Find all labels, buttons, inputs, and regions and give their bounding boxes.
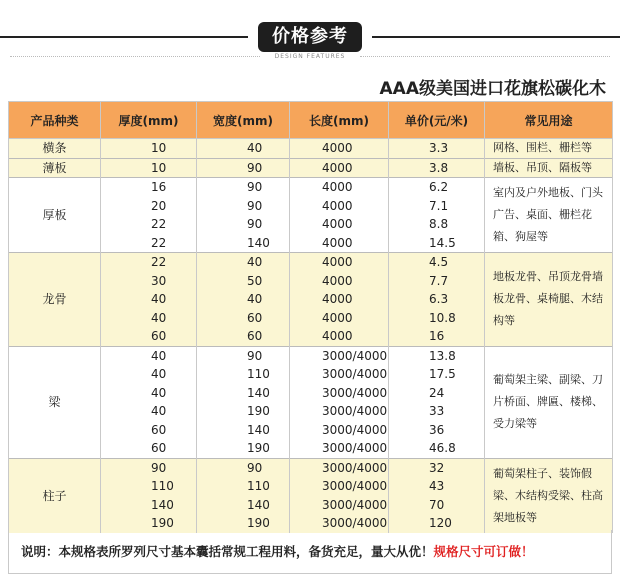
width-cell: 140 [197,234,290,253]
thickness-cell: 140 [101,496,197,515]
product-title: AAA级美国进口花旗松碳化木 [379,79,606,99]
product-type-cell: 薄板 [9,158,101,178]
thickness-cell: 40 [101,346,197,365]
length-cell: 4000 [290,272,389,291]
thickness-cell: 190 [101,514,197,533]
width-cell: 190 [197,439,290,458]
width-cell: 40 [197,253,290,272]
divider-line [0,36,248,38]
price-cell: 16 [389,327,485,346]
width-cell: 50 [197,272,290,291]
thickness-cell: 40 [101,309,197,328]
width-cell: 60 [197,309,290,328]
width-cell: 40 [197,139,290,159]
width-cell: 140 [197,421,290,440]
price-cell: 14.5 [389,234,485,253]
footer-note [8,530,612,574]
width-cell: 90 [197,197,290,216]
length-cell: 4000 [290,290,389,309]
price-cell: 3.8 [389,158,485,178]
width-cell: 90 [197,158,290,178]
price-cell: 10.8 [389,309,485,328]
price-cell: 33 [389,402,485,421]
length-cell: 4000 [290,197,389,216]
table-row [9,253,613,272]
thickness-cell: 10 [101,158,197,178]
length-cell: 4000 [290,327,389,346]
length-cell: 3000/4000 [290,458,389,477]
product-type-cell: 柱子 [9,458,101,533]
column-header: 产品种类 [9,102,101,139]
custom-size-highlight: 规格尺寸可订做！ [433,544,534,559]
section-header [0,0,620,70]
dotted-line [360,56,610,57]
width-cell: 90 [197,346,290,365]
width-cell: 140 [197,384,290,403]
length-cell: 4000 [290,309,389,328]
thickness-cell: 22 [101,234,197,253]
badge-subtitle: DESIGN FEATURES [274,53,346,60]
length-cell: 4000 [290,178,389,197]
usage-cell: 网格、围栏、栅栏等 [485,139,613,159]
column-header: 单价(元/米) [389,102,485,139]
divider-line [372,36,620,38]
length-cell: 3000/4000 [290,496,389,515]
length-cell: 4000 [290,158,389,178]
column-header: 厚度(mm) [101,102,197,139]
price-cell: 13.8 [389,346,485,365]
width-cell: 110 [197,365,290,384]
price-reference-badge: 价格参考 [258,22,362,52]
width-cell: 190 [197,402,290,421]
price-cell: 6.2 [389,178,485,197]
usage-cell: 葡萄架柱子、装饰假梁、木结构受梁、柱高架地板等 [485,458,613,533]
thickness-cell: 40 [101,384,197,403]
width-cell: 140 [197,496,290,515]
thickness-cell: 110 [101,477,197,496]
length-cell: 3000/4000 [290,514,389,533]
width-cell: 90 [197,178,290,197]
width-cell: 190 [197,514,290,533]
length-cell: 3000/4000 [290,365,389,384]
length-cell: 3000/4000 [290,439,389,458]
thickness-cell: 60 [101,439,197,458]
price-table [8,101,613,533]
width-cell: 90 [197,458,290,477]
length-cell: 3000/4000 [290,346,389,365]
price-cell: 70 [389,496,485,515]
price-cell: 7.1 [389,197,485,216]
price-cell: 24 [389,384,485,403]
price-cell: 6.3 [389,290,485,309]
price-cell: 36 [389,421,485,440]
thickness-cell: 16 [101,178,197,197]
usage-cell: 室内及户外地板、门头广告、桌面、栅栏花箱、狗屋等 [485,178,613,253]
thickness-cell: 20 [101,197,197,216]
usage-cell: 墙板、吊顶、隔板等 [485,158,613,178]
table-row [9,178,613,197]
product-type-cell: 厚板 [9,178,101,253]
thickness-cell: 60 [101,327,197,346]
product-type-cell: 梁 [9,346,101,458]
usage-cell: 葡萄架主梁、副梁、刀片桥面、牌匾、楼梯、受力梁等 [485,346,613,458]
thickness-cell: 90 [101,458,197,477]
price-cell: 43 [389,477,485,496]
table-row [9,158,613,178]
note-text: 说明：本规格表所罗列尺寸基本囊括常规工程用料，备货充足，量大从优！ [21,544,434,559]
width-cell: 90 [197,215,290,234]
length-cell: 4000 [290,139,389,159]
header-row [9,102,613,139]
table-body [9,139,613,533]
length-cell: 3000/4000 [290,402,389,421]
thickness-cell: 10 [101,139,197,159]
price-cell: 8.8 [389,215,485,234]
usage-cell: 地板龙骨、吊顶龙骨墙板龙骨、桌椅腿、木结构等 [485,253,613,347]
thickness-cell: 30 [101,272,197,291]
column-header: 常见用途 [485,102,613,139]
length-cell: 3000/4000 [290,477,389,496]
price-cell: 17.5 [389,365,485,384]
price-cell: 4.5 [389,253,485,272]
length-cell: 3000/4000 [290,421,389,440]
length-cell: 4000 [290,234,389,253]
table-row [9,139,613,159]
thickness-cell: 22 [101,215,197,234]
product-type-cell: 龙骨 [9,253,101,347]
thickness-cell: 22 [101,253,197,272]
price-cell: 46.8 [389,439,485,458]
table-row [9,346,613,365]
price-cell: 32 [389,458,485,477]
price-cell: 7.7 [389,272,485,291]
width-cell: 110 [197,477,290,496]
thickness-cell: 40 [101,365,197,384]
length-cell: 4000 [290,253,389,272]
column-header: 长度(mm) [290,102,389,139]
dotted-line [10,56,260,57]
price-cell: 120 [389,514,485,533]
length-cell: 3000/4000 [290,384,389,403]
thickness-cell: 60 [101,421,197,440]
product-type-cell: 横条 [9,139,101,159]
thickness-cell: 40 [101,402,197,421]
thickness-cell: 40 [101,290,197,309]
price-cell: 3.3 [389,139,485,159]
width-cell: 40 [197,290,290,309]
length-cell: 4000 [290,215,389,234]
width-cell: 60 [197,327,290,346]
column-header: 宽度(mm) [197,102,290,139]
table-row [9,458,613,477]
